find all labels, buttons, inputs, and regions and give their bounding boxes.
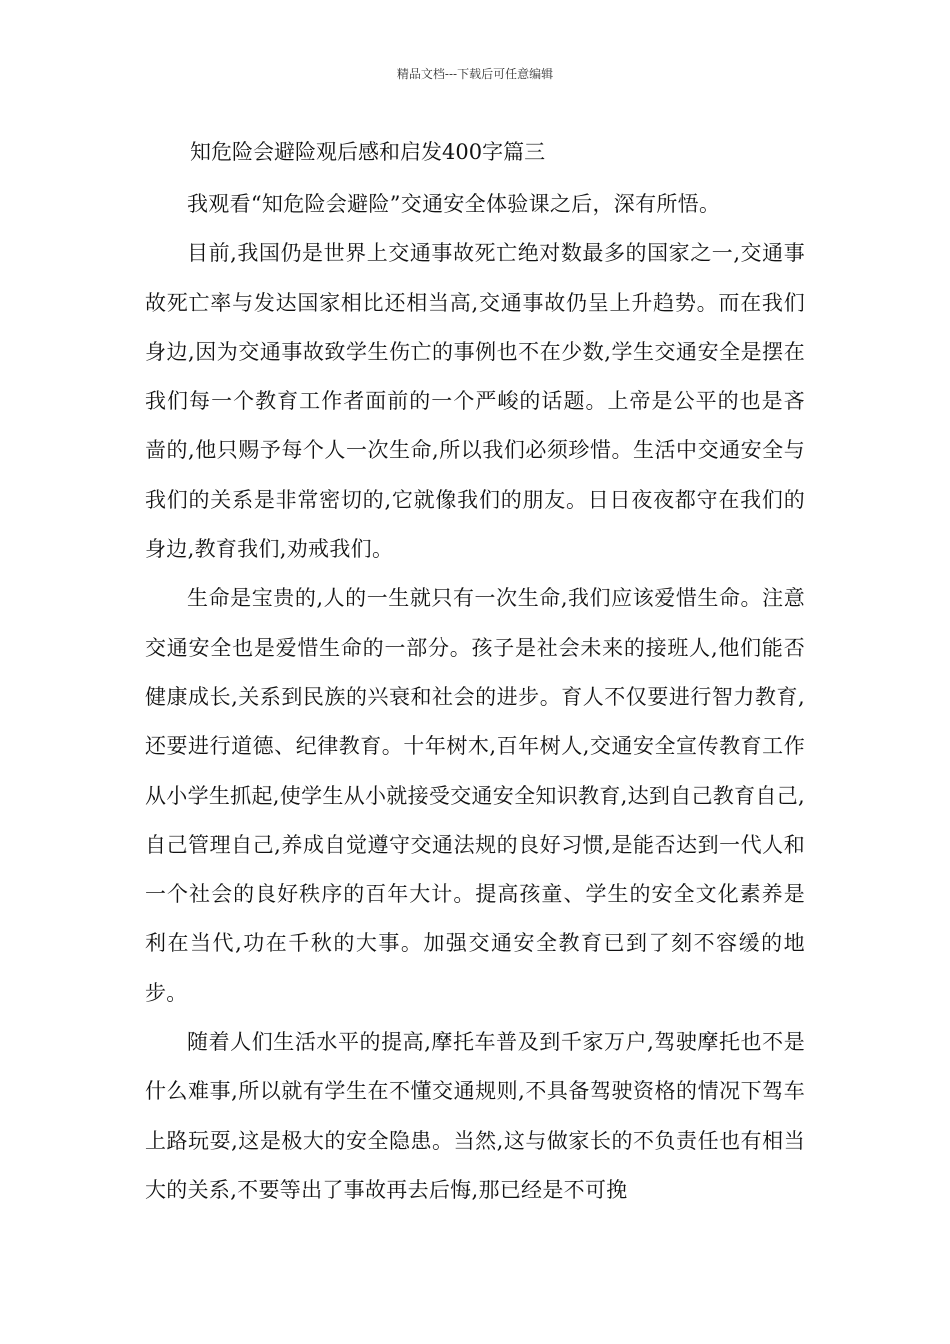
paragraph: 生命是宝贵的,人的一生就只有一次生命,我们应该爱惜生命。注意交通安全也是爱惜生命的一部分。孩子是社会未来的接班人,他们能否健康成长,关系到民族的兴衰和社会的进步。育人不仅要进行智力教育,还要进行道德、纪律教育。十年树木,百年树人,交通安全宣传教育工作从小学生抓起,使学生从小就接受交通安全知识教育,达到自己教育自己,自己管理自己,养成自觉遵守交通法规的良好习惯,是能否达到一代人和一个社会的良好秩序的百年大计。提高孩童、学生的安全文化素养是利在当代,功在千秋的大事。加强交通安全教育已到了刻不容缓的地步。	[145, 586, 805, 1005]
document-body	[145, 180, 805, 1215]
paragraph: 随着人们生活水平的提高,摩托车普及到千家万户,驾驶摩托也不是什么难事,所以就有学生在不懂交通规则,不具备驾驶资格的情况下驾车上路玩耍,这是极大的安全隐患。当然,这与做家长的不负责任也有相当大的关系,不要等出了事故再去后悔,那已经是不可挽	[145, 1030, 805, 1202]
document-title: 知危险会避险观后感和启发400字篇三	[190, 140, 546, 164]
page-header: 精品文档---下载后可任意编辑	[396, 67, 554, 81]
paragraph: 我观看“知危险会避险”交通安全体验课之后，深有所悟。	[187, 192, 721, 216]
paragraph: 目前,我国仍是世界上交通事故死亡绝对数最多的国家之一,交通事故死亡率与发达国家相比还相当高,交通事故仍呈上升趋势。而在我们身边,因为交通事故致学生伤亡的事例也不在少数,学生交通安全是摆在我们每一个教育工作者面前的一个严峻的话题。上帝是公平的也是吝啬的,他只赐予每个人一次生命,所以我们必须珍惜。生活中交通安全与我们的关系是非常密切的,它就像我们的朋友。日日夜夜都守在我们的身边,教育我们,劝戒我们。	[145, 241, 805, 562]
